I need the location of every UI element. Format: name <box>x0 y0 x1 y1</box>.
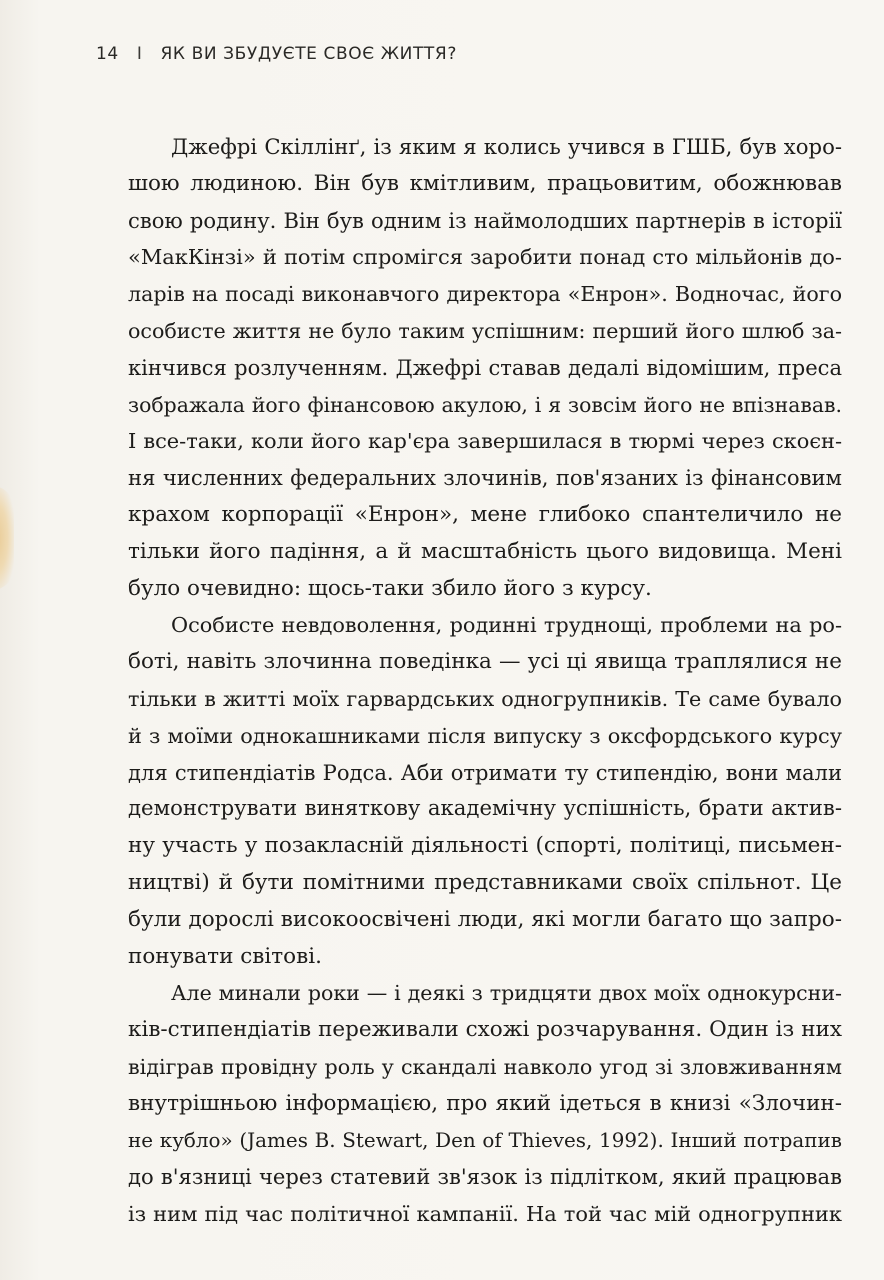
text-line: демонструвати виняткову академічну успішність, брати актив- <box>128 796 842 822</box>
text-line: І все-таки, коли його кар'єра завершилася в тюрмі через скоєн- <box>128 429 842 454</box>
text-line: ларів на посаді виконавчого директора «Енрон». Водночас, його <box>128 282 842 307</box>
text-line: ня численних федеральних злочинів, пов'язаних із фінансовим <box>128 465 842 491</box>
text-line: було очевидно: щось-таки збило його з курсу. <box>128 575 652 601</box>
body-text <box>128 129 842 1233</box>
text-line: зображала його фінансовою акулою, і я зовсім його не впізнавав. <box>128 392 842 417</box>
text-line: відіграв провідну роль у скандалі навколо угод зі зловживанням <box>128 1054 842 1079</box>
page-number: 14 <box>96 44 119 64</box>
text-line: із ним під час політичної кампанії. На той час мій одногрупник <box>128 1202 842 1227</box>
text-line: «МакКінзі» й потім спромігся заробити понад сто мільйонів до- <box>128 245 842 270</box>
header-separator: I <box>136 44 143 64</box>
text-line: особисте життя не було таким успішним: перший його шлюб за- <box>128 318 842 343</box>
text-line: ків-стипендіатів переживали схожі розчарування. Один із них <box>128 1017 842 1043</box>
text-line: свою родину. Він був одним із наймолодших партнерів в історії <box>128 207 842 233</box>
text-line: ну участь у позакласній діяльності (спорті, політиці, письмен- <box>128 833 842 859</box>
text-line: до в'язниці через статевий зв'язок із підлітком, який працював <box>128 1164 842 1190</box>
text-line: Але минали роки — і деякі з тридцяти двох моїх однокурсни- <box>171 981 842 1006</box>
chapter-title: ЯК ВИ ЗБУДУЄТЕ СВОЄ ЖИТТЯ? <box>160 44 457 64</box>
text-line: не кубло» (James B. Stewart, Den of Thieves, 1992). Інший потрапив <box>128 1128 842 1152</box>
text-line: кінчився розлученням. Джефрі ставав дедалі відомішим, преса <box>128 354 842 380</box>
running-header <box>96 44 457 64</box>
text-line: тільки його падіння, а й масштабність цього видовища. Мені <box>128 538 842 564</box>
text-line: шою людиною. Він був кмітливим, працьовитим, обожнював <box>128 170 842 196</box>
text-line: понувати світові. <box>128 943 322 969</box>
text-line: й з моїми однокашниками після випуску з оксфордського курсу <box>128 723 842 748</box>
text-line: тільки в житті моїх гарвардських одногрупників. Те саме бувало <box>128 686 842 711</box>
text-line: крахом корпорації «Енрон», мене глибоко спантеличило не <box>128 501 842 527</box>
page-edge-shadow <box>0 486 14 590</box>
text-line: для стипендіатів Родса. Аби отримати ту стипендію, вони мали <box>128 759 842 785</box>
text-line: боті, навіть злочинна поведінка — усі ці явища траплялися не <box>128 649 842 675</box>
text-line: Джефрі Скіллінґ, із яким я колись учився в ГШБ, був хоро- <box>171 134 842 159</box>
text-line: були дорослі високоосвічені люди, які могли багато що запро- <box>128 906 842 932</box>
text-line: ництві) й бути помітними представниками своїх спільнот. Це <box>128 869 842 895</box>
text-line: внутрішньою інформацією, про який ідеться в книзі «Злочин- <box>128 1090 842 1116</box>
text-line: Особисте невдоволення, родинні труднощі, проблеми на ро- <box>171 613 842 638</box>
